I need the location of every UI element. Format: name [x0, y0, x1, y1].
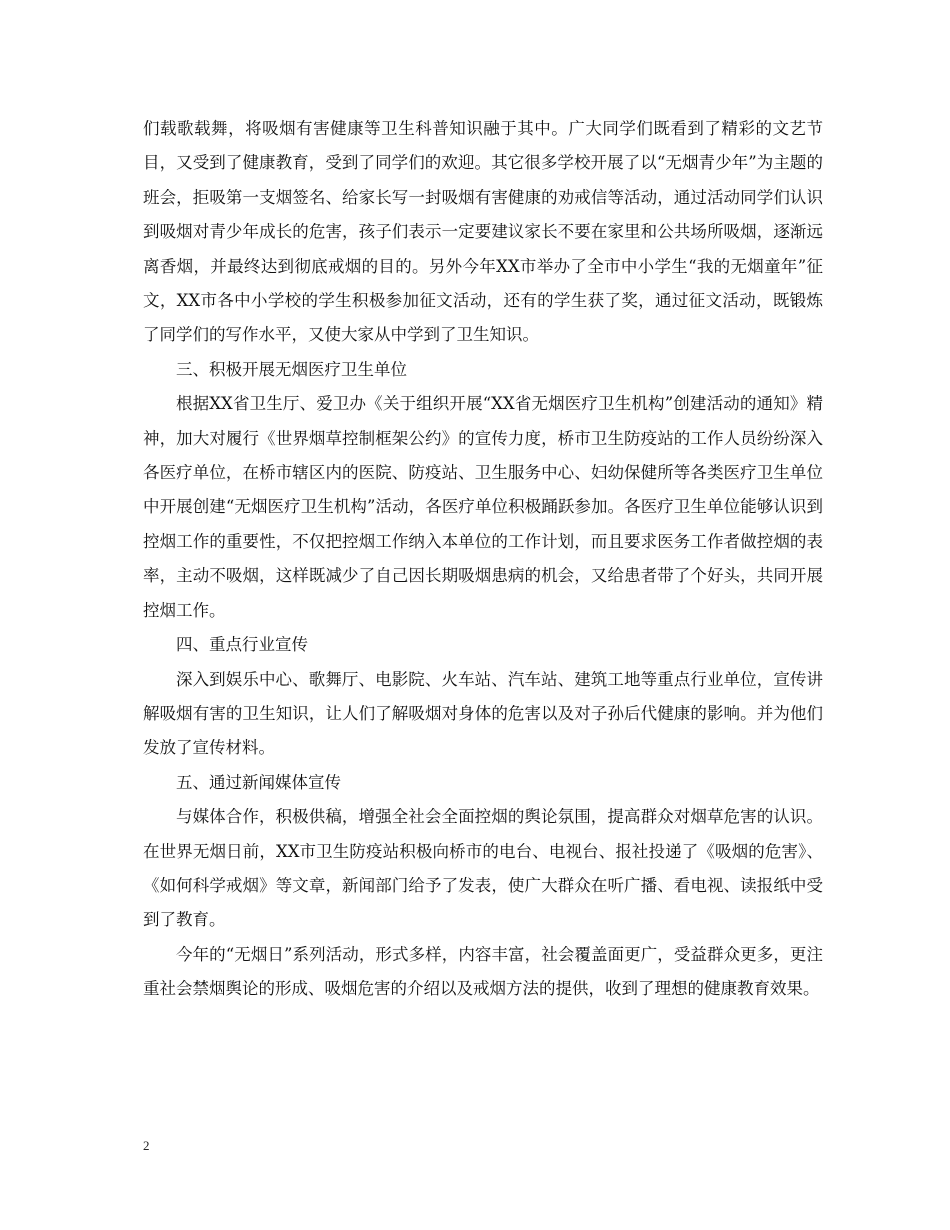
section-heading-5: 五、通过新闻媒体宣传	[176, 772, 341, 792]
document-body	[143, 112, 823, 1007]
section-heading-4: 四、重点行业宣传	[176, 635, 308, 655]
paragraph: 与媒体合作，积极供稿，增强全社会全面控烟的舆论氛围，提高群众对烟草危害的认识。在世界无烟日前，XX市卫生防疫站积极向桥市的电台、电视台、报社投递了《吸烟的危害》、《如何科学戒烟》等文章，新闻部门给予了发表，使广大群众在听广播、看电视、读报纸中受到了教育。	[143, 807, 823, 930]
paragraph-conclusion: 今年的“无烟日”系列活动，形式多样，内容丰富，社会覆盖面更广，受益群众更多，更注重社会禁烟舆论的形成、吸烟危害的介绍以及戒烟方法的提供，收到了理想的健康教育效果。	[143, 944, 823, 999]
section-heading-3: 三、积极开展无烟医疗卫生单位	[176, 359, 407, 379]
paragraph: 根据XX省卫生厅、爱卫办《关于组织开展“XX省无烟医疗卫生机构”创建活动的通知》精神，加大对履行《世界烟草控制框架公约》的宣传力度，桥市卫生防疫站的工作人员纷纷深入各医疗单位，在桥市辖区内的医院、防疫站、卫生服务中心、妇幼保健所等各类医疗卫生单位中开展创建“无烟医疗卫生机构”活动，各医疗单位积极踊跃参加。各医疗卫生单位能够认识到控烟工作的重要性，不仅把控烟工作纳入本单位的工作计划，而且要求医务工作者做控烟的表率，主动不吸烟，这样既减少了自己因长期吸烟患病的机会，又给患者带了个好头，共同开展控烟工作。	[143, 394, 823, 620]
paragraph: 深入到娱乐中心、歌舞厅、电影院、火车站、汽车站、建筑工地等重点行业单位，宣传讲解吸烟有害的卫生知识，让人们了解吸烟对身体的危害以及对子孙后代健康的影响。并为他们发放了宣传材料。	[143, 669, 823, 758]
page-number: 2	[143, 1138, 150, 1153]
paragraph-continued: 们载歌载舞，将吸烟有害健康等卫生科普知识融于其中。广大同学们既看到了精彩的文艺节目，又受到了健康教育，受到了同学们的欢迎。其它很多学校开展了以“无烟青少年”为主题的班会，拒吸第一支烟签名、给家长写一封吸烟有害健康的劝戒信等活动，通过活动同学们认识到吸烟对青少年成长的危害，孩子们表示一定要建议家长不要在家里和公共场所吸烟，逐渐远离香烟，并最终达到彻底戒烟的目的。另外今年XX市举办了全市中小学生“我的无烟童年”征文，XX市各中小学校的学生积极参加征文活动，还有的学生获了奖，通过征文活动，既锻炼了同学们的写作水平，又使大家从中学到了卫生知识。	[143, 119, 823, 345]
